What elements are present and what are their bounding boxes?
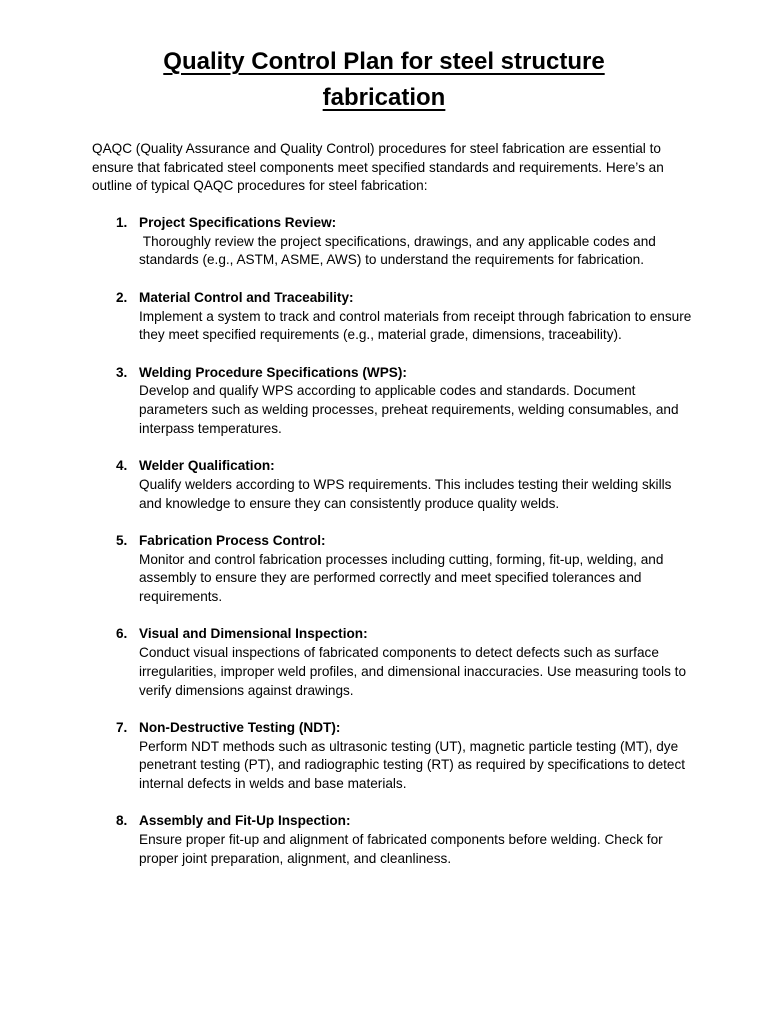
step-title: Fabrication Process Control: (139, 532, 326, 548)
list-item (92, 457, 692, 513)
step-number: 8. (116, 813, 128, 829)
step-number: 5. (116, 532, 128, 548)
step-description: Monitor and control fabrication processes including cutting, forming, fit-up, welding, and assembly to ensure they are performed correctly and meet specified tolerances and requirements. (139, 551, 668, 604)
step-title: Visual and Dimensional Inspection: (139, 626, 368, 642)
document-title: Quality Control Plan for steel structure fabrication (163, 48, 605, 111)
step-description: Implement a system to track and control materials from receipt through fabrication to ensure they meet specified requirements (e.g., material grade, dimensions, traceability). (139, 308, 696, 343)
step-number: 2. (116, 289, 128, 305)
step-title: Welder Qualification: (139, 458, 275, 474)
procedure-list (92, 214, 696, 887)
list-item (92, 532, 692, 607)
step-number: 4. (116, 458, 128, 474)
step-title: Project Specifications Review: (139, 215, 337, 230)
step-title: Non-Destructive Testing (NDT): (139, 719, 341, 735)
step-description: Ensure proper fit-up and alignment of fabricated components before welding. Check for proper joint preparation, alignment, and cleanliness. (139, 832, 667, 866)
step-number: 7. (116, 719, 128, 735)
step-description: Qualify welders according to WPS requirements. This includes testing their welding skills and knowledge to ensure they can consistently produce quality welds. (139, 476, 676, 511)
list-item (92, 364, 692, 439)
list-item (92, 289, 696, 345)
list-item (92, 214, 692, 270)
step-number: 1. (116, 215, 128, 230)
list-item (92, 812, 692, 868)
step-description: Develop and qualify WPS according to applicable codes and standards. Document parameters such as welding processes, preheat requirements, welding consumables, and interpass temperatures. (139, 383, 683, 436)
step-number: 3. (116, 364, 128, 380)
step-description: Thoroughly review the project specifications, drawings, and any applicable codes and standards (e.g., ASTM, ASME, AWS) to understand the requirements for fabrication. (139, 233, 660, 268)
step-title: Welding Procedure Specifications (WPS): (139, 364, 407, 380)
list-item (92, 625, 692, 700)
list-item (92, 719, 692, 794)
step-number: 6. (116, 626, 128, 642)
step-title: Material Control and Traceability: (139, 289, 354, 305)
step-description: Conduct visual inspections of fabricated components to detect defects such as surface irregularities, improper weld profiles, and dimensional inaccuracies. Use measuring tools to verify dimensions against drawings. (139, 645, 690, 698)
step-title: Assembly and Fit-Up Inspection: (139, 813, 351, 829)
intro-paragraph: QAQC (Quality Assurance and Quality Control) procedures for steel fabrication are essential to ensure that fabricated steel components meet specified standards and requirements. Here’s an outline of typical QAQC procedures for steel fabrication: (92, 141, 664, 194)
step-description: Perform NDT methods such as ultrasonic testing (UT), magnetic particle testing (MT), dye penetrant testing (PT), and radiographic testing (RT) as required by specifications to detect internal defects in welds and base materials. (139, 738, 689, 791)
